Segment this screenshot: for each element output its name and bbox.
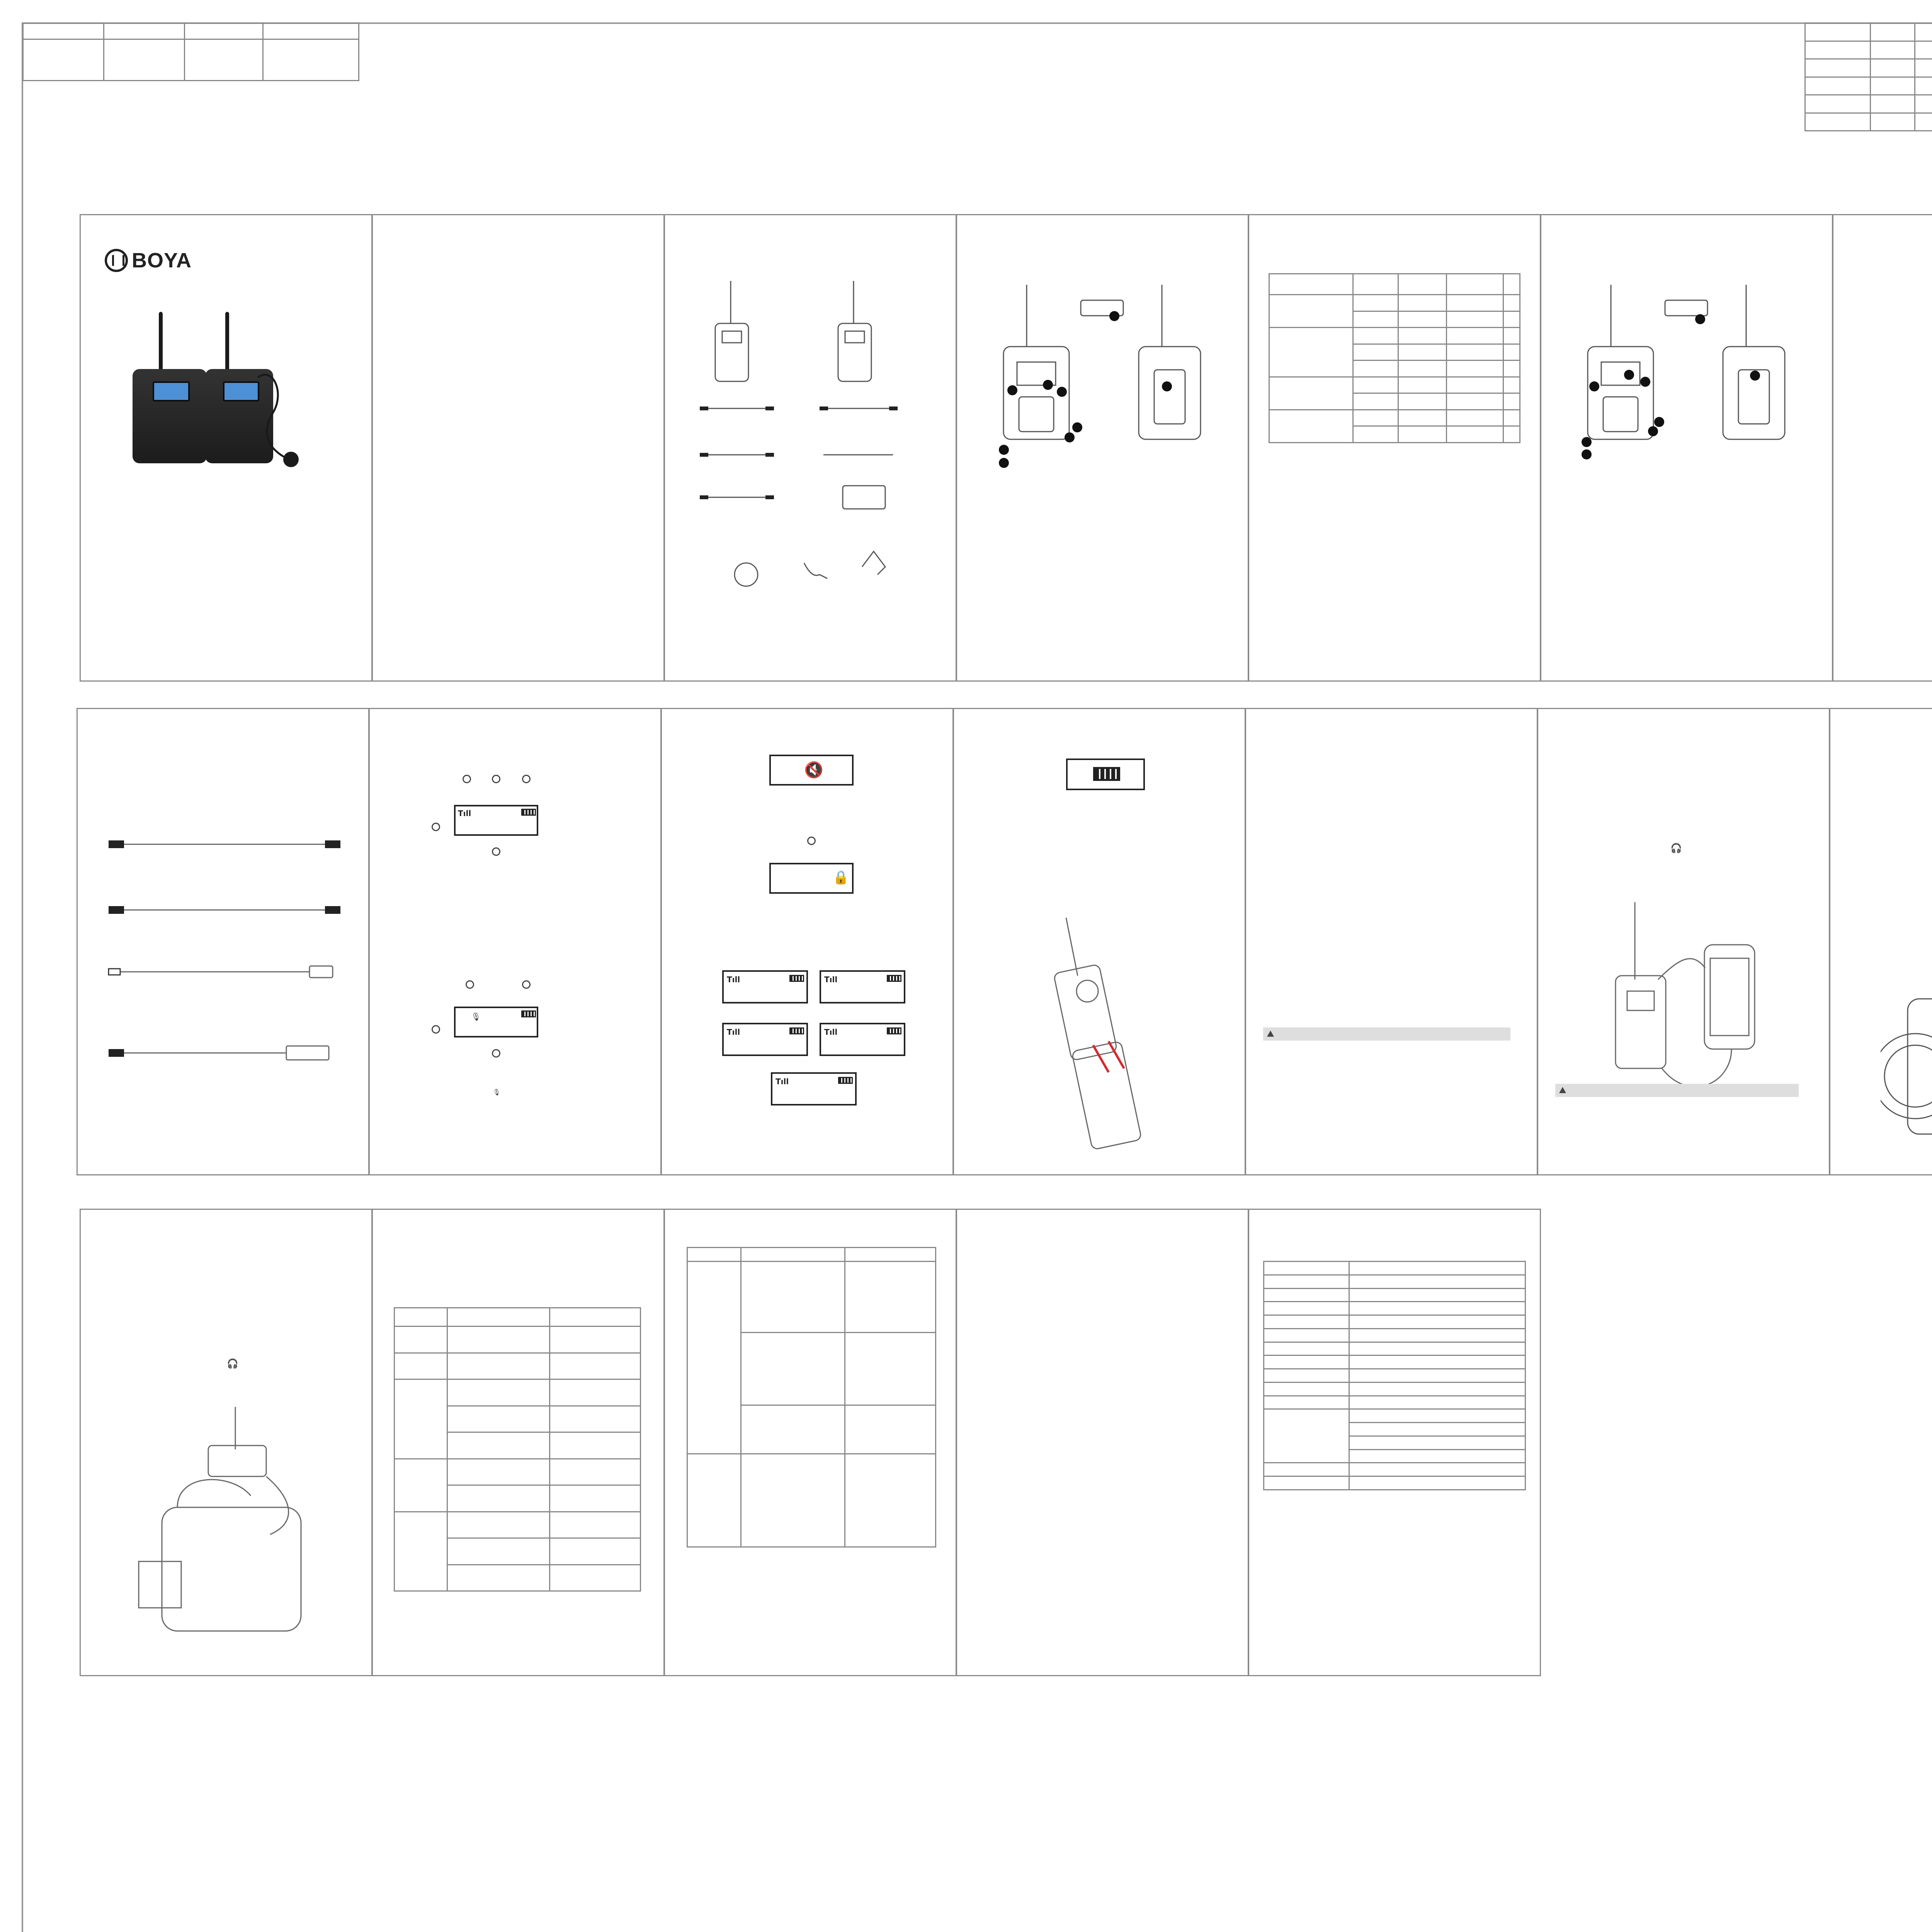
receiver-lcd (153, 381, 190, 401)
panel-row1-2 (372, 214, 665, 682)
callout-b6 (1582, 449, 1592, 459)
channel-display-1 (722, 970, 808, 1003)
headphone-icon-3: 🎧 (227, 1358, 238, 1369)
boya-logo-icon (105, 249, 128, 272)
signal-indicator-4: Tıll (824, 1027, 838, 1037)
revision-table-right (1804, 22, 1932, 131)
mute-display (769, 755, 854, 786)
receiver-unit (133, 369, 207, 463)
battery-icon-2 (521, 1010, 536, 1017)
panel-row3-4 (956, 1209, 1249, 1676)
panel-row1-8 (1832, 214, 1932, 682)
battery-icon-c2 (887, 975, 901, 982)
callout-b8 (1648, 426, 1658, 436)
panel-lcd-display (369, 708, 662, 1175)
brand-logo (105, 248, 192, 272)
dslr-setup-illustration (1881, 922, 1932, 1153)
battery-icon-c3 (789, 1027, 804, 1034)
panel-part-names-1 (956, 214, 1249, 682)
callout-b1 (1695, 314, 1705, 324)
panel-cover (80, 214, 372, 682)
lcd-callout-7 (522, 980, 531, 989)
panel-battery (953, 708, 1246, 1175)
callout-8 (1065, 432, 1075, 442)
warning-bar-2 (1555, 1084, 1799, 1097)
panel-smartphone (1537, 708, 1830, 1175)
battery-icon (521, 809, 536, 816)
lcd-callout-8 (432, 1025, 440, 1034)
brand-name: BOYA (132, 249, 192, 272)
signal-indicator-2: Tıll (824, 975, 838, 984)
callout-b9 (1750, 371, 1760, 381)
panel-camcorder (80, 1209, 372, 1676)
channel-display-3 (722, 1023, 808, 1056)
callout-6 (999, 458, 1009, 468)
callout-b2 (1589, 381, 1599, 391)
battery-full-icon (1093, 767, 1120, 781)
lavalier-mic (250, 370, 308, 470)
channel-display-5 (771, 1072, 857, 1105)
channel-display-4 (820, 1023, 905, 1056)
panel-specifications (1248, 1209, 1541, 1676)
lcd-callout-2 (492, 775, 500, 783)
panel-mute-lock (661, 708, 954, 1175)
callout-2 (1007, 385, 1017, 395)
panel-troubleshooting (664, 1209, 957, 1676)
lock-callout (807, 837, 816, 845)
lcd-callout-9 (492, 1049, 500, 1058)
callout-b5 (1582, 437, 1592, 447)
callout-1 (1109, 311, 1119, 321)
contents-illustration (688, 281, 935, 660)
panel-package-contents (664, 214, 957, 682)
channel-display-2 (820, 970, 905, 1003)
panel-warning-1 (1245, 708, 1538, 1175)
camcorder-setup-illustration (131, 1407, 332, 1654)
panel-dslr (1829, 708, 1932, 1175)
smartphone-setup-illustration (1604, 902, 1766, 1103)
cables-illustration (101, 825, 348, 1095)
transmitter-lcd-diagram (454, 1007, 538, 1037)
battery-display (1066, 759, 1145, 790)
receiver-lcd-diagram (454, 805, 538, 836)
callout-5 (999, 445, 1009, 455)
warning-bar (1263, 1027, 1510, 1041)
units-diagram (984, 285, 1224, 501)
signal-indicator-3: Tıll (727, 1027, 740, 1037)
lcd-callout-3 (522, 775, 531, 783)
callout-b4 (1640, 377, 1650, 387)
panel-part-names-2 (1540, 214, 1833, 682)
panel-menu-table-1 (372, 1209, 665, 1676)
headphone-icon: 🎧 (1670, 843, 1682, 854)
specifications-table (1263, 1261, 1526, 1490)
revision-table-left (22, 22, 359, 81)
panel-cables (77, 708, 369, 1175)
callout-7 (1072, 422, 1082, 432)
callout-b7 (1654, 417, 1664, 427)
product-photo (127, 312, 320, 513)
callout-3 (1043, 380, 1053, 390)
lcd-callout-5 (492, 847, 500, 856)
units-diagram-2 (1568, 285, 1808, 501)
panel-frequency-table (1248, 214, 1541, 682)
troubleshooting-table (687, 1247, 936, 1548)
battery-icon-c4 (887, 1027, 901, 1034)
small-mic-icon: 🎙 (493, 1088, 501, 1096)
lcd-callout-6 (466, 980, 474, 989)
speaker-mute-icon: 🔇 (804, 761, 823, 779)
frequency-table (1269, 273, 1520, 443)
padlock-icon: 🔒 (833, 870, 849, 885)
callout-4 (1057, 387, 1067, 397)
lock-display (769, 863, 854, 894)
callout-b3 (1624, 370, 1634, 380)
lcd-callout-1 (463, 775, 471, 783)
battery-icon-c1 (789, 975, 804, 982)
battery-icon-c5 (838, 1077, 853, 1084)
lcd-callout-4 (432, 823, 440, 831)
callout-9 (1162, 381, 1172, 391)
signal-indicator-1: Tıll (727, 975, 740, 984)
menu-table-1 (394, 1307, 641, 1592)
battery-install-illustration (1051, 918, 1151, 1157)
signal-indicator-5: Tıll (776, 1077, 789, 1086)
mic-icon: 🎙 (471, 1012, 481, 1021)
signal-indicator: Tıll (458, 809, 471, 818)
